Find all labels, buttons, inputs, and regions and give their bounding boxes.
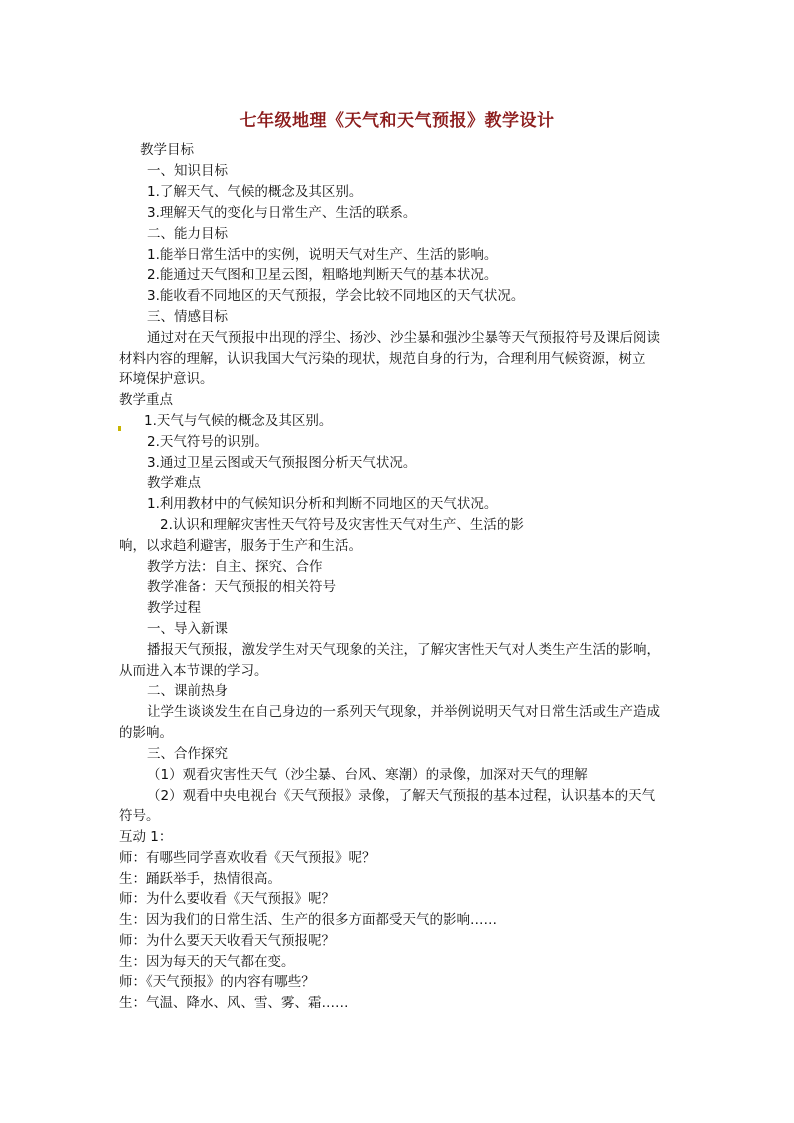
key-point-2: 2.天气符号的识别。 — [147, 434, 268, 450]
section-heading-teaching-process: 教学过程 — [147, 600, 201, 616]
subheading-ability-goals: 二、能力目标 — [147, 226, 228, 242]
subheading-knowledge-goals: 一、知识目标 — [147, 163, 228, 179]
inquiry-item-1: （1）观看灾害性天气（沙尘暴、台风、寒潮）的录像，加深对天气的理解 — [147, 767, 588, 783]
knowledge-goal-3: 3.理解天气的变化与日常生产、生活的联系。 — [147, 205, 417, 221]
difficulty-1: 1.利用教材中的气候知识分析和判断不同地区的天气状况。 — [147, 496, 498, 512]
paragraph-line: 的影响。 — [119, 725, 173, 741]
dialogue-line: 师：为什么要天天收看天气预报呢？ — [119, 933, 335, 949]
subheading-emotion-goals: 三、情感目标 — [147, 309, 228, 325]
dialogue-line: 师：为什么要收看《天气预报》呢？ — [119, 891, 335, 907]
ability-goal-2: 2.能通过天气图和卫星云图，粗略地判断天气的基本状况。 — [147, 267, 498, 283]
key-point-1: 1.天气与气候的概念及其区别。 — [144, 413, 333, 429]
section-heading-teaching-goals: 教学目标 — [140, 142, 194, 158]
section-heading-key-points: 教学重点 — [119, 392, 173, 408]
paragraph-line: 响，以求趋利避害，服务于生产和生活。 — [119, 538, 362, 554]
dialogue-line: 生：踊跃举手，热情很高。 — [119, 871, 281, 887]
paragraph-line: 播报天气预报，激发学生对天气现象的关注，了解灾害性天气对人类生产生活的影响， — [147, 642, 660, 658]
teaching-methods: 教学方法：自主、探究、合作 — [147, 559, 323, 575]
dialogue-line: 师：《天气预报》的内容有哪些？ — [119, 974, 315, 990]
teaching-preparation: 教学准备：天气预报的相关符号 — [147, 579, 336, 595]
difficulty-2: 2.认识和理解灾害性天气符号及灾害性天气对生产、生活的影 — [160, 517, 524, 533]
knowledge-goal-1: 1.了解天气、气候的概念及其区别。 — [147, 184, 363, 200]
ability-goal-1: 1.能举日常生活中的实例，说明天气对生产、生活的影响。 — [147, 247, 498, 263]
paragraph-line: 环境保护意识。 — [119, 371, 214, 387]
dialogue-line: 师：有哪些同学喜欢收看《天气预报》呢？ — [119, 850, 376, 866]
paragraph-line: 从而进入本节课的学习。 — [119, 663, 268, 679]
subheading-warmup: 二、课前热身 — [147, 683, 228, 699]
subheading-introduction: 一、导入新课 — [147, 621, 228, 637]
key-point-3: 3.通过卫星云图或天气预报图分析天气状况。 — [147, 455, 417, 471]
subheading-cooperative-inquiry: 三、合作探究 — [147, 746, 228, 762]
paragraph-line: 符号。 — [119, 808, 160, 824]
ability-goal-3: 3.能收看不同地区的天气预报，学会比较不同地区的天气状况。 — [147, 288, 525, 304]
paragraph-line: 让学生谈谈发生在自己身边的一系列天气现象，并举例说明天气对日常生活或生产造成 — [147, 704, 660, 720]
inquiry-item-2: （2）观看中央电视台《天气预报》录像，了解天气预报的基本过程，认识基本的天气 — [147, 788, 656, 804]
dialogue-line: 生：气温、降水、风、雪、雾、霜…… — [119, 995, 349, 1011]
margin-marker — [118, 426, 121, 431]
section-heading-difficulties: 教学难点 — [147, 475, 201, 491]
interaction-heading: 互动 1： — [119, 829, 173, 845]
paragraph-line: 通过对在天气预报中出现的浮尘、扬沙、沙尘暴和强沙尘暴等天气预报符号及课后阅读 — [147, 330, 660, 346]
document-title: 七年级地理《天气和天气预报》教学设计 — [239, 111, 555, 131]
paragraph-line: 材料内容的理解，认识我国大气污染的现状，规范自身的行为，合理利用气候资源，树立 — [119, 351, 646, 367]
dialogue-line: 生：因为每天的天气都在变。 — [119, 954, 295, 970]
dialogue-line: 生：因为我们的日常生活、生产的很多方面都受天气的影响…… — [119, 912, 497, 928]
